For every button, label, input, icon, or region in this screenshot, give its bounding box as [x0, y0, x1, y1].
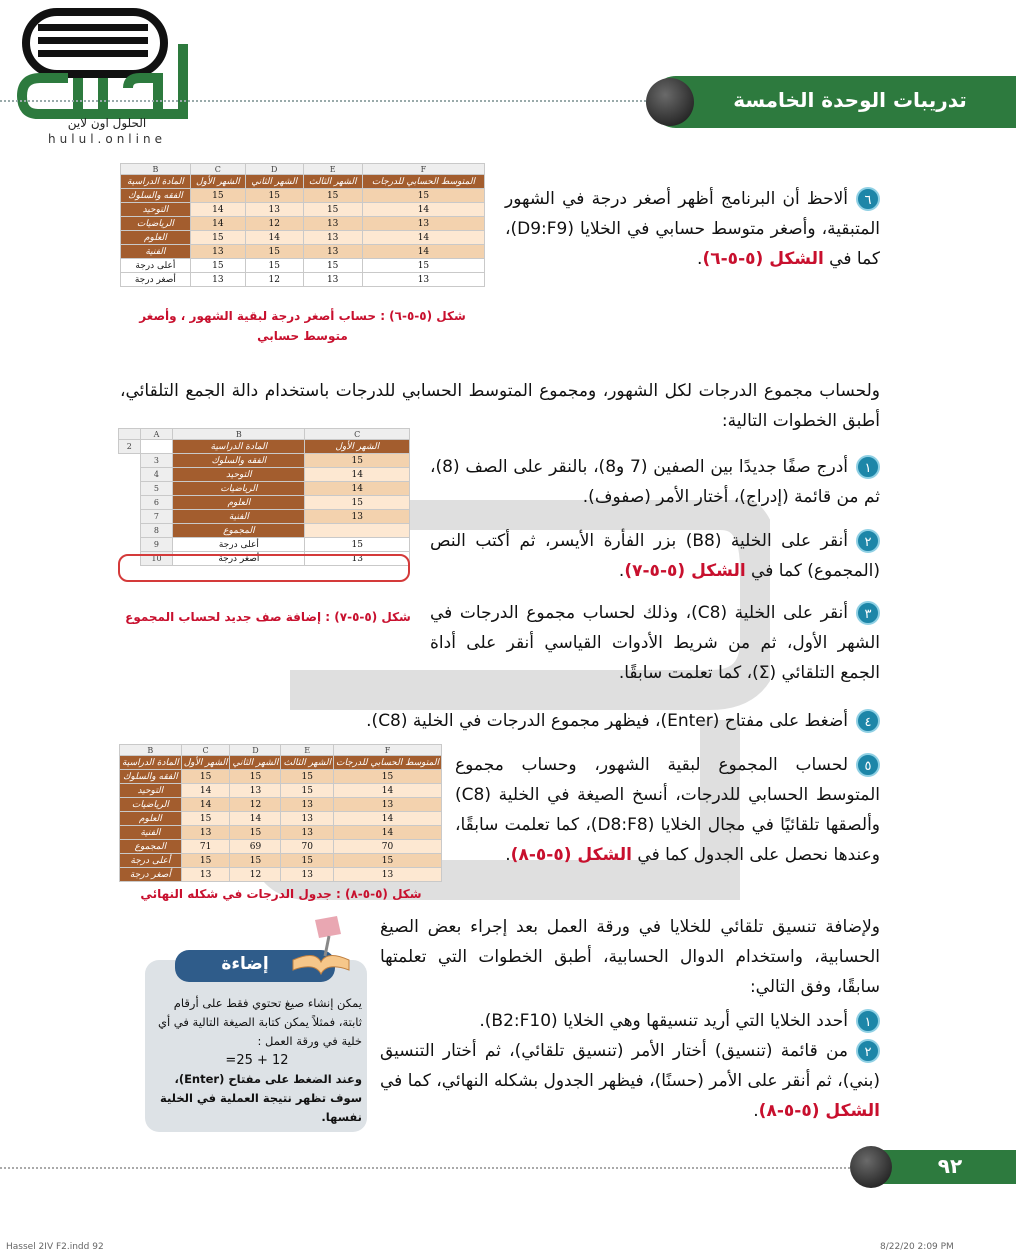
table-row	[119, 510, 410, 524]
value-cell[interactable]: 13	[303, 245, 362, 259]
column-header-row	[119, 429, 410, 440]
header-cell[interactable]: المادة الدراسية	[120, 756, 182, 770]
table-row	[121, 273, 485, 287]
value-cell[interactable]: 13	[281, 826, 334, 840]
logo-text: الحلول اون لاين	[67, 116, 147, 130]
value-cell[interactable]: 15	[245, 259, 303, 273]
figure-5-5-8-caption: شكل (٥-٥-٨) : جدول الدرجات في شكله النهائي	[140, 887, 422, 901]
table-row	[121, 189, 485, 203]
value-cell[interactable]: 14	[230, 812, 281, 826]
value-cell[interactable]	[305, 524, 410, 538]
table-row	[119, 454, 410, 468]
table-row	[119, 496, 410, 510]
value-cell[interactable]: 15	[181, 812, 230, 826]
column-header[interactable]: D	[230, 745, 281, 756]
print-slug-file: Hassel 2IV F2.indd 92	[6, 1242, 104, 1252]
value-cell[interactable]: 13	[245, 203, 303, 217]
value-cell[interactable]: 15	[333, 854, 441, 868]
column-header[interactable]: E	[281, 745, 334, 756]
table-row	[121, 245, 485, 259]
step-3	[430, 598, 880, 688]
step-5-end: .	[505, 845, 511, 865]
value-cell[interactable]: 71	[181, 840, 230, 854]
column-header[interactable]: B	[120, 745, 182, 756]
column-header[interactable]: B	[121, 164, 191, 175]
tip-formula: =25 + 12	[225, 1053, 289, 1068]
step-number-badge: ٢	[856, 1039, 880, 1063]
step-number-badge: ٤	[856, 709, 880, 733]
tip-text	[152, 994, 362, 1127]
row-label-cell[interactable]: أعلى درجة	[120, 854, 182, 868]
table-row	[121, 259, 485, 273]
value-cell[interactable]: 15	[303, 203, 362, 217]
figure-5-5-7-table	[118, 428, 410, 566]
value-cell[interactable]: 15	[333, 770, 441, 784]
header-cell[interactable]: الشهر الثاني	[230, 756, 281, 770]
step-1-text: أدرج صفًا جديدًا بين الصفين (7 و8)، بالنقر على الصف (8)، ثم من قائمة (إدراج)، أختار الأمر (صفوف).	[430, 457, 880, 507]
value-cell[interactable]: 15	[230, 826, 281, 840]
figure-link[interactable]: الشكل (٥-٥-٧)	[624, 561, 746, 581]
table-row	[120, 770, 442, 784]
value-cell[interactable]: 13	[333, 868, 441, 882]
item-6-text: ألاحظ أن البرنامج أظهر أصغر درجة في الشهور المتبقية، وأصغر متوسط حسابي في الخلايا (D9:F9)، كما في	[505, 189, 880, 269]
unit-title: تدريبات الوحدة الخامسة	[733, 88, 967, 112]
table-header-row	[121, 175, 485, 189]
row-label-cell[interactable]: العلوم	[121, 231, 191, 245]
header-cell[interactable]: المتوسط الحسابي للدرجات	[362, 175, 484, 189]
value-cell[interactable]: 13	[333, 798, 441, 812]
spreadsheet-table	[119, 744, 442, 882]
row-label-cell[interactable]: الرياضيات	[173, 482, 305, 496]
value-cell[interactable]: 12	[230, 868, 281, 882]
step-number-badge: ٣	[856, 601, 880, 625]
row-label-cell[interactable]: التوحيد	[120, 784, 182, 798]
row-label-cell[interactable]: الفنية	[173, 510, 305, 524]
value-cell[interactable]: 14	[190, 203, 245, 217]
value-cell[interactable]: 13	[281, 812, 334, 826]
value-cell[interactable]: 14	[245, 231, 303, 245]
header-cell[interactable]: الشهر الثالث	[303, 175, 362, 189]
step-2-text: أنقر على الخلية (B8) بزر الفأرة الأيسر، ثم أكتب النص (المجموع) كما في	[430, 531, 880, 581]
row-label-cell[interactable]: الرياضيات	[120, 798, 182, 812]
column-header[interactable]: F	[362, 164, 484, 175]
column-header[interactable]: C	[305, 429, 410, 440]
table-row	[121, 203, 485, 217]
table-row	[119, 468, 410, 482]
tip-title: إضاءة	[221, 954, 269, 974]
step-b2-end: .	[753, 1101, 759, 1121]
value-cell[interactable]: 15	[245, 189, 303, 203]
column-header-row	[120, 745, 442, 756]
column-header[interactable]: D	[245, 164, 303, 175]
item-6-end: .	[697, 249, 703, 269]
table-row	[121, 231, 485, 245]
value-cell[interactable]: 14	[190, 217, 245, 231]
value-cell[interactable]: 13	[190, 273, 245, 287]
value-cell[interactable]: 14	[333, 784, 441, 798]
value-cell[interactable]: 13	[281, 798, 334, 812]
row-label-cell[interactable]: التوحيد	[121, 203, 191, 217]
table-row	[120, 826, 442, 840]
step-2	[430, 526, 880, 586]
row-number[interactable]: 6	[140, 496, 173, 510]
value-cell[interactable]: أعلى درجة	[173, 538, 305, 552]
row-number[interactable]: 5	[140, 482, 173, 496]
value-cell[interactable]: 15	[281, 784, 334, 798]
value-cell[interactable]: 14	[333, 812, 441, 826]
value-cell[interactable]: 15	[362, 189, 484, 203]
header-cell[interactable]: الشهر الأول	[190, 175, 245, 189]
table-row	[119, 524, 410, 538]
value-cell[interactable]: 13	[190, 245, 245, 259]
row-label-cell[interactable]: المجموع	[120, 840, 182, 854]
value-cell[interactable]: 15	[190, 189, 245, 203]
header-cell[interactable]: الشهر الثاني	[245, 175, 303, 189]
table-header-row	[120, 756, 442, 770]
value-cell[interactable]: 13	[230, 784, 281, 798]
value-cell[interactable]: أعلى درجة	[121, 259, 191, 273]
value-cell[interactable]: 15	[305, 454, 410, 468]
value-cell[interactable]: 13	[281, 868, 334, 882]
value-cell[interactable]: 14	[362, 203, 484, 217]
page-number: ٩٢	[937, 1154, 963, 1178]
value-cell[interactable]: 12	[230, 798, 281, 812]
value-cell[interactable]: 15	[305, 538, 410, 552]
print-slug-date: 8/22/20 2:09 PM	[880, 1242, 954, 1252]
value-cell[interactable]: 13	[303, 273, 362, 287]
figure-link[interactable]: الشكل (٥-٥-٨)	[758, 1101, 880, 1121]
spreadsheet-table	[118, 428, 410, 566]
header-cell[interactable]: الشهر الأول	[305, 440, 410, 454]
value-cell[interactable]: 15	[303, 259, 362, 273]
logo-url: hulul.online	[48, 132, 166, 146]
spreadsheet-table	[120, 163, 485, 287]
step-2-end: .	[618, 561, 625, 581]
value-cell[interactable]: 14	[181, 784, 230, 798]
header-knob	[646, 78, 694, 126]
row-label-cell[interactable]: الرياضيات	[121, 217, 191, 231]
value-cell[interactable]: 12	[245, 217, 303, 231]
table-row	[120, 798, 442, 812]
column-header[interactable]: B	[173, 429, 305, 440]
step-number-badge: ١	[856, 455, 880, 479]
value-cell[interactable]: 15	[181, 770, 230, 784]
step-3-text: أنقر على الخلية (C8)، وذلك لحساب مجموع الدرجات في الشهر الأول، ثم من شريط الأدوات القياسي أنقر على أداة الجمع التلقائي (Σ)، كما تعلمت سابقًا.	[430, 603, 880, 683]
value-cell[interactable]: 14	[181, 798, 230, 812]
step-4-text: أضغط على مفتاح (Enter)، فيظهر مجموع الدرجات في الخلية (C8).	[366, 711, 848, 731]
row-number[interactable]: 9	[140, 538, 173, 552]
row-number[interactable]: 10	[140, 552, 173, 566]
row-label-cell[interactable]: الفنية	[121, 245, 191, 259]
column-header[interactable]: C	[181, 745, 230, 756]
value-cell[interactable]: 15	[303, 189, 362, 203]
row-number[interactable]: 7	[140, 510, 173, 524]
step-4	[120, 706, 880, 736]
row-label-cell[interactable]: المجموع	[173, 524, 305, 538]
value-cell[interactable]: 15	[190, 231, 245, 245]
value-cell[interactable]: 13	[362, 273, 484, 287]
column-header-row	[121, 164, 485, 175]
value-cell[interactable]: 70	[281, 840, 334, 854]
value-cell[interactable]: 12	[245, 273, 303, 287]
step-number-badge: ٥	[856, 753, 880, 777]
step-b2	[380, 1036, 880, 1126]
value-cell[interactable]: 15	[305, 496, 410, 510]
intro-paragraph-1: ولحساب مجموع الدرجات لكل الشهور، ومجموع المتوسط الحسابي للدرجات باستخدام دالة الجمع التلقائي، أطبق الخطوات التالية:	[120, 381, 880, 431]
column-header[interactable]: F	[333, 745, 441, 756]
table-row	[120, 854, 442, 868]
header-cell[interactable]: المادة الدراسية	[121, 175, 191, 189]
table-row	[120, 812, 442, 826]
row-label-cell[interactable]: التوحيد	[173, 468, 305, 482]
lamp-book-icon	[285, 912, 355, 982]
value-cell[interactable]: 14	[362, 231, 484, 245]
value-cell[interactable]: 15	[230, 770, 281, 784]
table-row	[120, 784, 442, 798]
step-b1-text: أحدد الخلايا التي أريد تنسيقها وهي الخلايا (B2:F10).	[479, 1011, 848, 1031]
page-knob	[850, 1146, 892, 1188]
table-row	[120, 840, 442, 854]
row-label-cell[interactable]: الفنية	[120, 826, 182, 840]
value-cell[interactable]: 15	[181, 854, 230, 868]
value-cell[interactable]: 14	[333, 826, 441, 840]
value-cell[interactable]: 14	[362, 245, 484, 259]
item-6	[505, 184, 880, 274]
footer-dotted-line	[0, 1167, 850, 1169]
value-cell[interactable]: 15	[190, 259, 245, 273]
figure-5-5-7-caption: شكل (٥-٥-٧) : إضافة صف جديد لحساب المجموع	[125, 610, 411, 624]
header-dotted-line	[0, 100, 650, 102]
header-cell[interactable]: المتوسط الحسابي للدرجات	[333, 756, 441, 770]
table-row	[120, 868, 442, 882]
row-header[interactable]	[119, 429, 141, 440]
step-b2-text: من قائمة (تنسيق) أختار الأمر (تنسيق تلقائي)، ثم أختار التنسيق (بني)، ثم أنقر على الأمر (حسنًا)، فيظهر الجدول بشكله النهائي، كما في	[380, 1041, 880, 1091]
figure-link[interactable]: الشكل (٥-٥-٨)	[510, 845, 632, 865]
highlight-ring	[118, 554, 410, 582]
row-number[interactable]: 8	[140, 524, 173, 538]
row-label-cell[interactable]: الفقه والسلوك	[120, 770, 182, 784]
row-number[interactable]: 3	[140, 454, 173, 468]
header-cell[interactable]: المادة الدراسية	[173, 440, 305, 454]
step-5	[455, 750, 880, 870]
value-cell[interactable]: 13	[181, 826, 230, 840]
table-row	[119, 482, 410, 496]
row-number[interactable]: 2	[119, 440, 141, 454]
row-label-cell[interactable]: الفقه والسلوك	[173, 454, 305, 468]
figure-link[interactable]: الشكل (٥-٥-٦)	[702, 249, 824, 269]
step-number-badge: ١	[856, 1009, 880, 1033]
intro-paragraph-2: ولإضافة تنسيق تلقائي للخلايا في ورقة العمل بعد إجراء بعض الصيغ الحسابية، واستخدام الدوال الحسابية، أطبق الخطوات التي تعلمتها سابقًا، وفق التالي:	[380, 917, 880, 997]
value-cell[interactable]: 14	[305, 468, 410, 482]
row-label-cell[interactable]: الفقه والسلوك	[121, 189, 191, 203]
header-cell[interactable]: الشهر الأول	[181, 756, 230, 770]
figure-5-5-8-table	[120, 744, 442, 882]
value-cell[interactable]: 13	[362, 217, 484, 231]
step-5-text: لحساب المجموع لبقية الشهور، وحساب مجموع المتوسط الحسابي للدرجات، أنسخ الصيغة في الخلية (C8) وألصقها تلقائيًا في مجال الخلايا (D8:F8)، كما تعلمت سابقًا، وعندها نحصل على الجدول كما في	[455, 755, 881, 865]
value-cell[interactable]: 15	[245, 245, 303, 259]
value-cell[interactable]: 13	[303, 217, 362, 231]
value-cell[interactable]: أصغر درجة	[173, 552, 305, 566]
value-cell[interactable]: 69	[230, 840, 281, 854]
value-cell[interactable]: 15	[281, 770, 334, 784]
value-cell[interactable]: 14	[305, 482, 410, 496]
tip-line-2: وعند الضغط على مفتاح (Enter)، سوف تظهر نتيجة العملية في الخلية نفسها.	[159, 1072, 362, 1124]
step-number-badge: ٦	[856, 187, 880, 211]
table-header-row	[119, 440, 410, 454]
row-label-cell[interactable]: العلوم	[120, 812, 182, 826]
value-cell[interactable]: 15	[362, 259, 484, 273]
header-cell[interactable]: الشهر الثالث	[281, 756, 334, 770]
tip-line-1: يمكن إنشاء صيغ تحتوي فقط على أرقام ثابتة، فمثلاً يمكن كتابة الصيغة التالية في أي خلية في ورقة العمل :	[157, 996, 362, 1048]
value-cell[interactable]: 13	[181, 868, 230, 882]
row-label-cell[interactable]: أصغر درجة	[120, 868, 182, 882]
column-header[interactable]: E	[303, 164, 362, 175]
column-header[interactable]: C	[190, 164, 245, 175]
value-cell[interactable]: 15	[281, 854, 334, 868]
value-cell[interactable]: 15	[230, 854, 281, 868]
value-cell[interactable]: أصغر درجة	[121, 273, 191, 287]
row-label-cell[interactable]: العلوم	[173, 496, 305, 510]
column-header[interactable]: A	[140, 429, 173, 440]
figure-5-5-6-caption: شكل (٥-٥-٦) : حساب أصغر درجة لبقية الشهور ، وأصغر متوسط حسابي	[139, 309, 466, 343]
value-cell[interactable]: 70	[333, 840, 441, 854]
table-row	[119, 538, 410, 552]
cell[interactable]	[140, 440, 173, 454]
step-1	[430, 452, 880, 512]
value-cell[interactable]: 13	[303, 231, 362, 245]
figure-5-5-6-table	[120, 163, 485, 287]
step-number-badge: ٢	[856, 529, 880, 553]
value-cell[interactable]: 13	[305, 552, 410, 566]
row-number[interactable]: 4	[140, 468, 173, 482]
step-b1	[380, 1006, 880, 1036]
value-cell[interactable]: 13	[305, 510, 410, 524]
table-row	[121, 217, 485, 231]
